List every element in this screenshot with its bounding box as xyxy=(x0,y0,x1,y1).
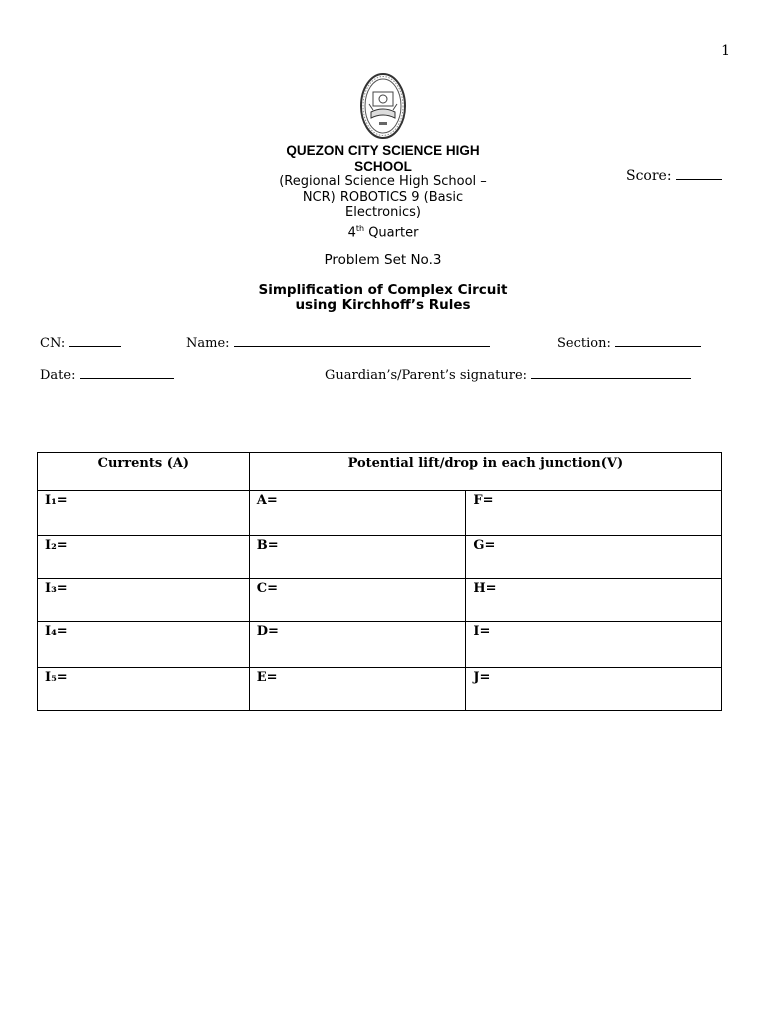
section-blank[interactable] xyxy=(615,345,701,347)
junction-cell[interactable]: I= xyxy=(466,622,722,668)
date-blank[interactable] xyxy=(80,377,174,379)
current-cell[interactable]: I₁= xyxy=(38,491,250,536)
junction-cell[interactable]: A= xyxy=(249,491,466,536)
currents-header: Currents (A) xyxy=(38,453,250,491)
current-cell[interactable]: I₅= xyxy=(38,668,250,711)
junction-cell[interactable]: E= xyxy=(249,668,466,711)
cn-blank[interactable] xyxy=(69,345,121,347)
junction-cell[interactable]: D= xyxy=(249,622,466,668)
table-row xyxy=(38,668,722,711)
junction-cell[interactable]: G= xyxy=(466,536,722,579)
quarter: 4th Quarter xyxy=(347,223,419,240)
junction-cell[interactable]: J= xyxy=(466,668,722,711)
current-cell[interactable]: I₃= xyxy=(38,579,250,622)
worksheet-title: Simplification of Complex Circuit using Kirchhoff’s Rules xyxy=(258,282,508,313)
score-blank[interactable] xyxy=(676,178,722,180)
junction-cell[interactable]: H= xyxy=(466,579,722,622)
school-subtitle: (Regional Science High School – NCR) ROBOTICS 9 (Basic Electronics) xyxy=(279,174,487,220)
name-blank[interactable] xyxy=(234,345,490,347)
name-field: Name: xyxy=(186,336,490,351)
section-field: Section: xyxy=(557,336,701,351)
score-field xyxy=(626,168,722,184)
junction-cell[interactable]: B= xyxy=(249,536,466,579)
current-cell[interactable]: I₄= xyxy=(38,622,250,668)
current-cell[interactable]: I₂= xyxy=(38,536,250,579)
table-row xyxy=(38,579,722,622)
cn-field: CN: xyxy=(40,336,121,351)
junction-cell[interactable]: F= xyxy=(466,491,722,536)
signature-field: Guardian’s/Parent’s signature: xyxy=(325,368,691,383)
potential-header: Potential lift/drop in each junction(V) xyxy=(249,453,721,491)
signature-blank[interactable] xyxy=(531,377,691,379)
school-seal-icon xyxy=(359,72,407,140)
junction-cell[interactable]: C= xyxy=(249,579,466,622)
date-field: Date: xyxy=(40,368,174,383)
table-header-row xyxy=(38,453,722,491)
problem-set-label: Problem Set No.3 xyxy=(324,252,442,268)
table-row xyxy=(38,536,722,579)
table-row xyxy=(38,622,722,668)
answer-table xyxy=(37,452,722,711)
school-header xyxy=(263,143,503,240)
table-row xyxy=(38,491,722,536)
school-name: QUEZON CITY SCIENCE HIGH SCHOOL xyxy=(286,143,480,174)
score-label: Score: xyxy=(626,168,672,184)
page-number: 1 xyxy=(721,43,730,59)
